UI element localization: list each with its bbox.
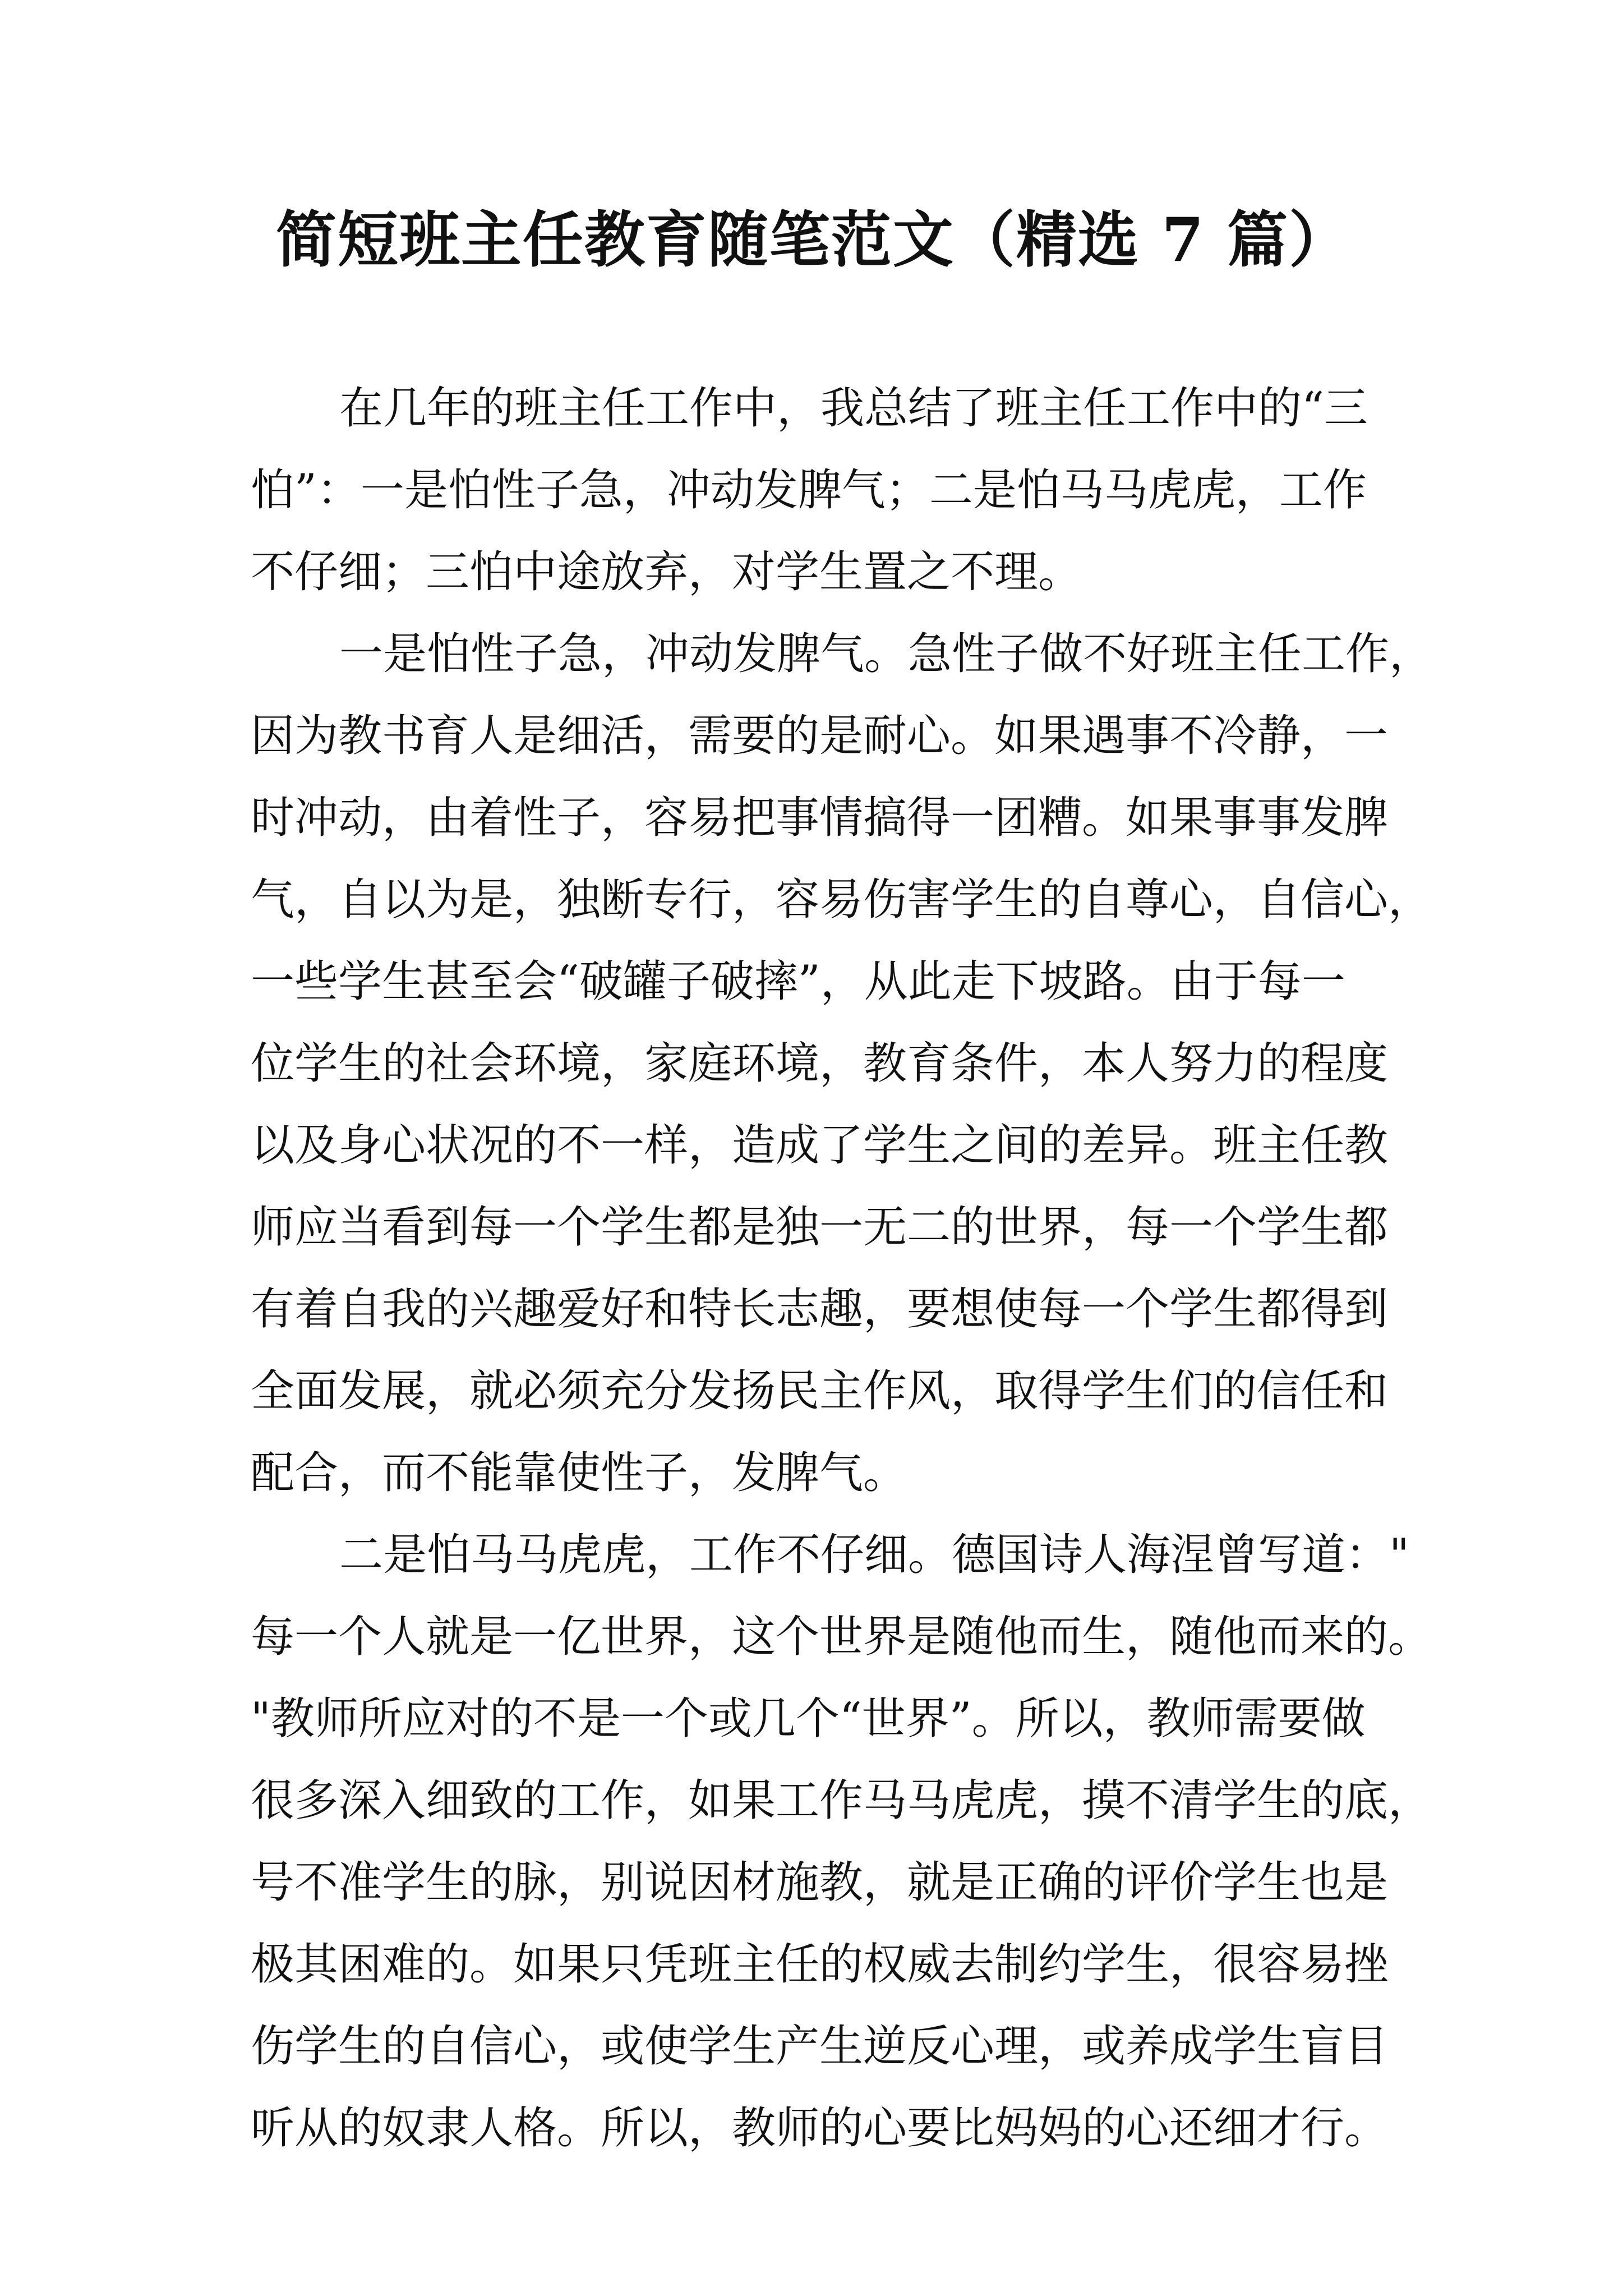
paragraph-2-line-6: 位学生的社会环境，家庭环境，教育条件，本人努力的程度	[251, 1038, 1389, 1089]
document-title: 简短班主任教育随笔范文（精选 7 篇）	[275, 205, 1351, 275]
paragraph-2-line-1: 一是怕性子急，冲动发脾气。急性子做不好班主任工作，	[339, 629, 1433, 679]
paragraph-3-line-4: 很多深入细致的工作，如果工作马马虎虎，摸不清学生的底，	[251, 1775, 1432, 1826]
paragraph-3-line-7: 伤学生的自信心，或使学生产生逆反心理，或养成学生盲目	[251, 2021, 1389, 2072]
paragraph-2-line-2: 因为教书育人是细活，需要的是耐心。如果遇事不冷静，一	[251, 711, 1389, 761]
paragraph-1-line-1: 在几年的班主任工作中，我总结了班主任工作中的“三	[339, 383, 1368, 434]
document-body	[251, 367, 1433, 2169]
paragraph-2-line-3: 时冲动，由着性子，容易把事情搞得一团糟。如果事事发脾	[251, 793, 1389, 843]
paragraph-2-line-8: 师应当看到每一个学生都是独一无二的世界，每一个学生都	[251, 1202, 1389, 1253]
paragraph-2-line-11: 配合，而不能靠使性子，发脾气。	[251, 1448, 907, 1498]
paragraph-2-line-9: 有着自我的兴趣爱好和特长志趣，要想使每一个学生都得到	[251, 1284, 1389, 1335]
paragraph-3-line-6: 极其困难的。如果只凭班主任的权威去制约学生，很容易挫	[251, 1939, 1389, 1990]
paragraph-3-line-3: "教师所应对的不是一个或几个“世界”。所以，教师需要做	[251, 1694, 1366, 1744]
paragraph-2-line-10: 全面发展，就必须充分发扬民主作风，取得学生们的信任和	[251, 1366, 1389, 1416]
paragraph-3-line-2: 每一个人就是一亿世界，这个世界是随他而生，随他而来的。	[251, 1612, 1432, 1662]
paragraph-1-line-3: 不仔细；三怕中途放弃，对学生置之不理。	[251, 547, 1082, 597]
paragraph-3-line-1: 二是怕马马虎虎，工作不仔细。德国诗人海涅曾写道："	[339, 1530, 1409, 1580]
paragraph-2-line-7: 以及身心状况的不一样，造成了学生之间的差异。班主任教	[251, 1120, 1389, 1171]
paragraph-3-line-5: 号不准学生的脉，别说因材施教，就是正确的评价学生也是	[251, 1857, 1389, 1908]
paragraph-1-line-2: 怕”：一是怕性子急，冲动发脾气；二是怕马马虎虎，工作	[251, 465, 1367, 516]
paragraph-2-line-4: 气，自以为是，独断专行，容易伤害学生的自尊心，自信心，	[251, 875, 1432, 925]
paragraph-2-line-5: 一些学生甚至会“破罐子破摔”，从此走下坡路。由于每一	[251, 956, 1345, 1007]
paragraph-3-line-8: 听从的奴隶人格。所以，教师的心要比妈妈的心还细才行。	[251, 2103, 1389, 2154]
